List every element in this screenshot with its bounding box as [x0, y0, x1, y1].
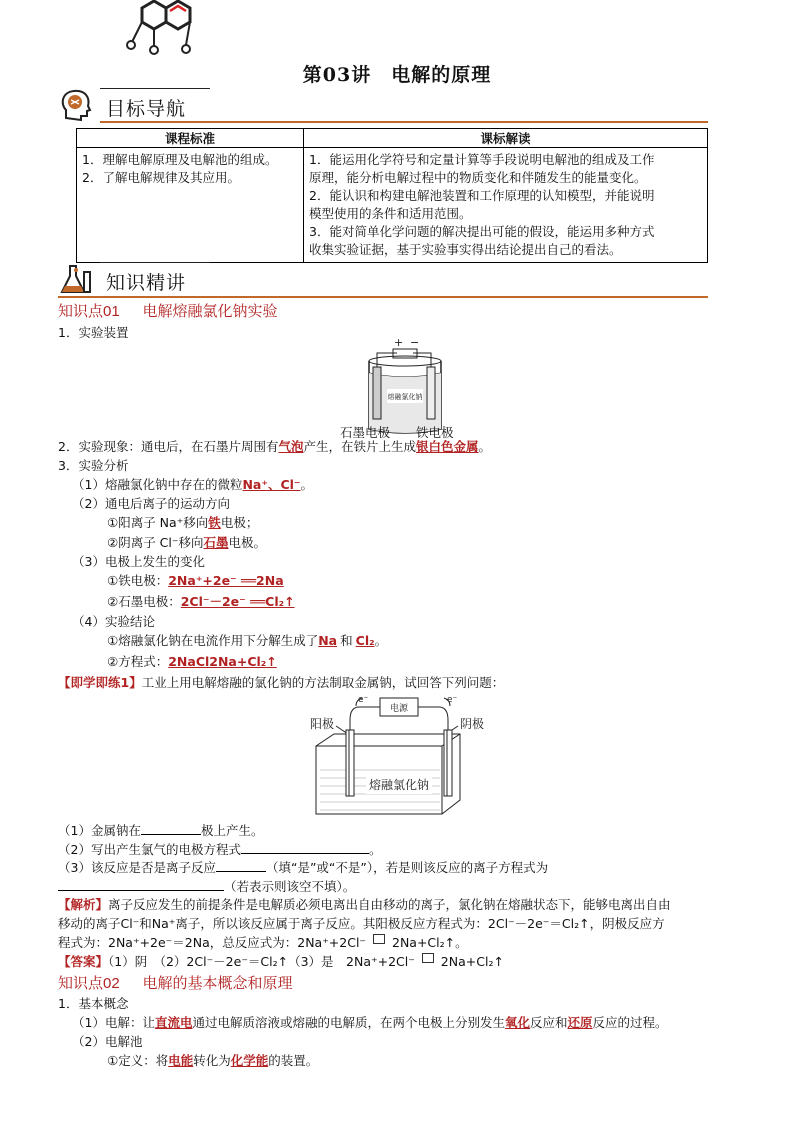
text: 工业上用电解熔融的氯化钠的方法制取金属钠，试回答下列问题：	[141, 675, 505, 690]
kp1-title: 电解熔融氯化钠实验	[142, 302, 278, 320]
goal-col2-line: 模型使用的条件和适用范围。	[309, 206, 472, 221]
knowledge-heading: 知识精讲	[106, 272, 187, 294]
text: 2Na+Cl₂↑	[436, 954, 504, 969]
text: ②阴离子 Cl⁻移向	[107, 535, 204, 550]
text: 的装置。	[268, 1053, 319, 1068]
text: 产生，在铁片上生成	[303, 439, 416, 454]
answer: 2Na⁺+2e⁻ ══2Na	[168, 573, 284, 588]
text: ①阳离子 Na⁺移向	[107, 515, 209, 530]
text: ①定义：将	[107, 1053, 169, 1068]
text: （1）熔融氯化钠中存在的微粒	[72, 477, 243, 492]
kp1-phenomenon	[58, 438, 491, 456]
text: 程式为：2Na⁺+2e⁻＝2Na，总反应式为：2Na⁺+2Cl⁻	[58, 935, 371, 950]
electrolysis-condition-icon	[422, 953, 434, 963]
answer: 2NaCl2Na+Cl₂↑	[168, 654, 277, 669]
text: 反应的过程。	[592, 1015, 668, 1030]
text: 2．实验现象：通电后，在石墨片周围有	[58, 439, 279, 454]
kp2-b1	[72, 1014, 668, 1032]
answer-blank[interactable]	[241, 840, 369, 854]
kp1-a3-1	[107, 572, 284, 590]
text: ①铁电极：	[107, 573, 169, 588]
kp1-a4-2	[107, 653, 277, 671]
lesson-title: 第03讲 电解的原理	[302, 64, 492, 86]
answer: 气泡	[278, 439, 304, 454]
text: （1）金属钠在	[58, 823, 141, 838]
practice-analysis-line2: 移动的离子Cl⁻和Na⁺离子，所以该反应属于离子反应。其阳极反应方程式为：2Cl⁻－2e⁻＝Cl₂↑，阴极反应方	[58, 916, 665, 931]
fig2-anode-label: 阳极	[310, 717, 335, 731]
answer-tag: 【答案】	[58, 954, 109, 969]
answer: 石墨	[203, 535, 229, 550]
practice-q3	[58, 858, 548, 877]
text: 反应和	[530, 1015, 568, 1030]
answer: 银白色金属	[416, 439, 479, 454]
goal-col2-line: 原理，能分析电解过程中的物质变化和伴随发生的能量变化。	[309, 170, 647, 185]
fig1-minus: −	[410, 337, 420, 349]
text: （2）写出产生氯气的电极方程式	[58, 842, 241, 857]
goal-table-col2-header: 课标解读	[304, 129, 708, 148]
text: （填“是”或“不是”），若是则该反应的离子方程式为	[265, 860, 549, 875]
kp2-b2-1	[107, 1052, 318, 1070]
kp1-a3-2	[107, 593, 295, 611]
text: 电极。	[228, 535, 267, 550]
answer: Cl₂	[355, 633, 375, 648]
answer-blank[interactable]	[141, 821, 201, 835]
answer: 直流电	[154, 1015, 193, 1030]
goal-table-body-row	[77, 148, 708, 263]
text: 。	[478, 439, 492, 454]
answer-blank[interactable]	[58, 877, 224, 891]
goal-col1-line: 2．了解电解规律及其应用。	[82, 170, 240, 185]
kp2-number: 02	[103, 975, 120, 992]
electrolytic-cell-figure	[300, 690, 500, 818]
kp1-a2: （2）通电后离子的运动方向	[72, 496, 230, 511]
goal-heading: 目标导航	[106, 98, 187, 120]
answer: 铁	[208, 515, 221, 530]
text: （若表示则该空不填）。	[224, 879, 356, 894]
fig1-plus: +	[394, 337, 404, 349]
text: 和	[340, 633, 353, 648]
practice-analysis-line3	[58, 934, 468, 952]
goal-table-col2-cell	[304, 148, 708, 263]
goal-col1-line: 1．理解电解原理及电解池的组成。	[82, 152, 278, 167]
knowledge-heading-underline	[58, 296, 708, 298]
text: （1）电解：让	[72, 1015, 155, 1030]
fig2-e-right: e⁻	[447, 695, 458, 705]
practice-q1	[58, 821, 263, 840]
answer: Na	[318, 633, 338, 648]
knowledge-heading-rule	[100, 262, 210, 263]
text: （3）该反应是否是离子反应	[58, 860, 216, 875]
text: 转化为	[193, 1053, 231, 1068]
analysis-tag: 【解析】	[58, 897, 109, 912]
naphthalene-logo-icon	[120, 0, 200, 60]
text: 电极；	[220, 515, 259, 530]
kp1-a2-1	[107, 514, 258, 532]
kp1-heading	[58, 300, 278, 321]
kp2-label: 知识点	[58, 974, 104, 992]
text: ①熔融氯化钠在电流作用下分解生成了	[107, 633, 319, 648]
answer-blank[interactable]	[216, 858, 266, 872]
fig2-e-left: e⁻	[358, 695, 369, 705]
fig2-power: 电源	[389, 704, 409, 714]
knowledge-section-header	[58, 262, 708, 298]
kp2-title: 电解的基本概念和原理	[142, 974, 293, 992]
text: 离子反应发生的前提条件是电解质必须电离出自由移动的离子，氯化钠在熔融状态下，能够电离出自由	[108, 897, 671, 912]
kp1-a3: （3）电极上发生的变化	[72, 554, 205, 569]
text: 。	[374, 633, 388, 648]
goal-col2-line: 1．能运用化学符号和定量计算等手段说明电解池的组成及工作	[309, 152, 655, 167]
answer: 还原	[567, 1015, 593, 1030]
text: （1）阴 （2）2Cl⁻－2e⁻＝Cl₂↑（3）是 2Na⁺+2Cl⁻	[108, 954, 419, 969]
practice-analysis-line1	[58, 896, 671, 914]
text: 极上产生。	[200, 823, 264, 838]
goal-heading-rule	[100, 88, 210, 89]
practice-tag: 【即学即练1】	[58, 675, 142, 690]
goal-heading-underline	[100, 121, 708, 123]
kp1-a4-1	[107, 632, 387, 650]
practice-q3b	[58, 877, 355, 896]
kp1-a4: （4）实验结论	[72, 614, 155, 629]
text: ②石墨电极：	[107, 594, 181, 609]
fig1-liquid-label: 熔融氯化钠	[387, 393, 423, 401]
goal-col2-line: 3．能对简单化学问题的解决提出可能的假设，能运用多种方式	[309, 224, 655, 239]
answer: 化学能	[230, 1053, 269, 1068]
text: 。	[300, 477, 314, 492]
goal-table-header-row	[77, 129, 708, 148]
fig2-liquid-label: 熔融氯化钠	[368, 778, 430, 792]
kp1-label: 知识点	[58, 302, 104, 320]
kp2-basic: 1．基本概念	[58, 996, 129, 1011]
goal-table-col1-cell	[77, 148, 304, 263]
answer: 2Cl⁻－2e⁻ ══Cl₂↑	[180, 594, 295, 609]
goal-section-header	[58, 88, 708, 124]
goal-col2-line: 收集实验证据，基于实验事实得出结论提出自己的看法。	[309, 242, 622, 257]
fig1-right-label: 铁电极	[416, 425, 454, 440]
kp1-analysis: 3．实验分析	[58, 458, 129, 473]
kp2-b2: （2）电解池	[72, 1034, 143, 1049]
answer: 氧化	[505, 1015, 531, 1030]
fig2-cathode-label: 阴极	[460, 717, 485, 731]
practice-q2	[58, 840, 381, 859]
electrolysis-condition-icon	[373, 934, 385, 944]
goal-col2-line: 2．能认识和构建电解池装置和工作原理的认知模型，并能说明	[309, 188, 655, 203]
answer: 电能	[168, 1053, 194, 1068]
text: 2Na+Cl₂↑。	[388, 935, 468, 950]
fig1-left-label: 石墨电极	[340, 425, 391, 440]
kp1-number: 01	[103, 303, 120, 320]
kp2-heading	[58, 972, 293, 993]
kp1-a1	[72, 476, 313, 494]
flask-icon	[58, 262, 94, 298]
text: 。	[368, 842, 382, 857]
kp1-setup: 1．实验装置	[58, 325, 129, 340]
text: 通过电解质溶液或熔融的电解质，在两个电极上分别发生	[192, 1015, 505, 1030]
text: ②方程式：	[107, 654, 169, 669]
brain-head-icon	[58, 88, 94, 124]
goal-table	[76, 128, 708, 263]
practice-answer	[58, 953, 504, 971]
answer: Na⁺、Cl⁻	[242, 477, 301, 492]
kp1-a2-2	[107, 534, 266, 552]
goal-table-col1-header: 课程标准	[77, 129, 304, 148]
